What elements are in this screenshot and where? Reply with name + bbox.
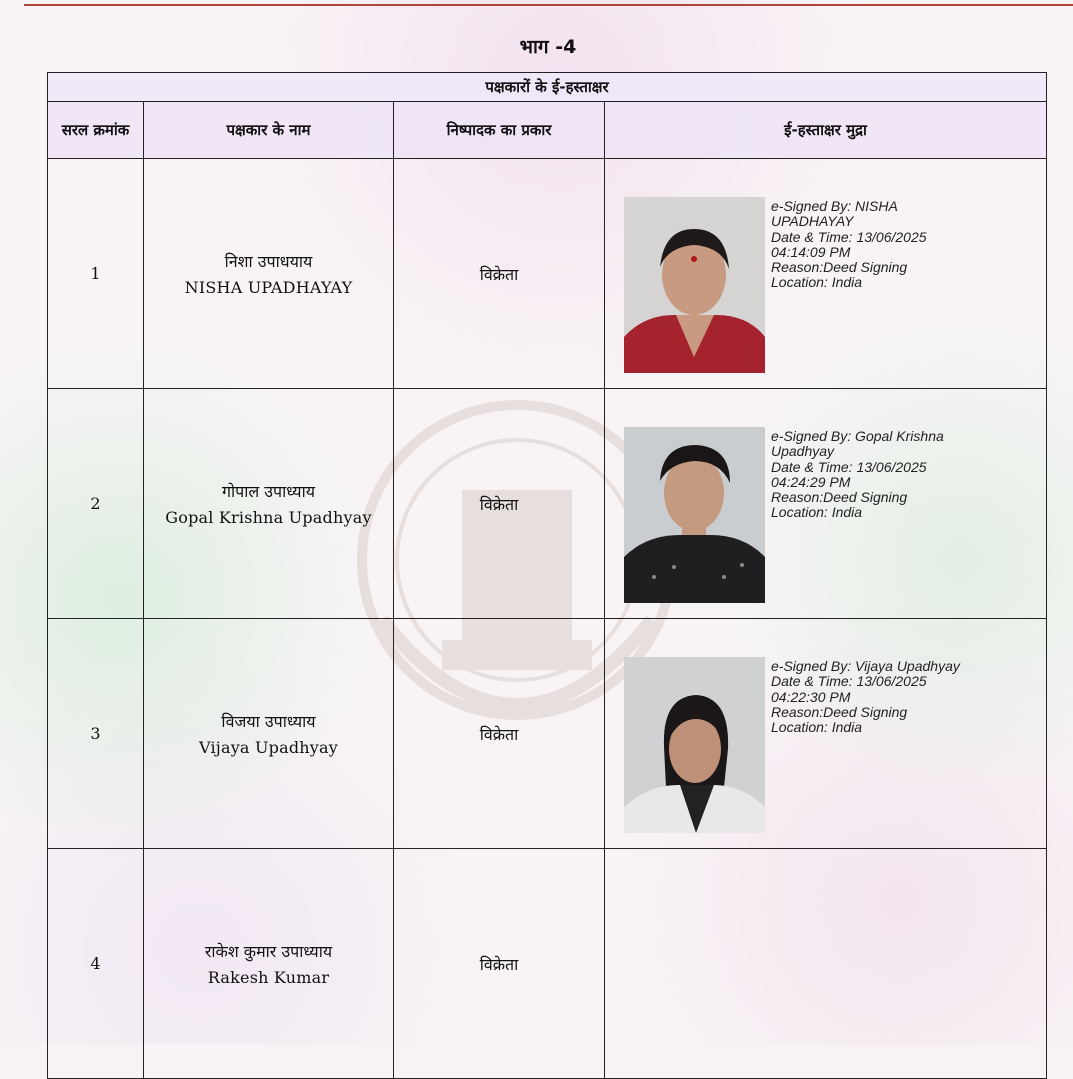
party-name-hindi: गोपाल उपाध्याय	[221, 482, 316, 501]
table-row	[48, 849, 1047, 1079]
header-party-name: पक्षकार के नाम	[144, 102, 394, 159]
party-name-hindi: राकेश कुमार उपाध्याय	[204, 942, 333, 961]
party-name-english: Gopal Krishna Upadhyay	[165, 508, 372, 527]
party-name-cell	[144, 619, 394, 849]
party-name-english: NISHA UPADHAYAY	[184, 278, 353, 297]
part-title: भाग -4	[519, 36, 577, 58]
esign-details	[771, 199, 981, 291]
esign-reason: Reason:Deed Signing	[771, 259, 908, 276]
esign-signed-by: e-Signed By: Vijaya Upadhyay	[771, 658, 960, 674]
esign-seal-cell	[605, 849, 1047, 1079]
serial-cell: 3	[48, 619, 144, 849]
header-executant-type: निष्पादक का प्रकार	[394, 102, 605, 159]
table-header-row	[48, 102, 1047, 159]
esign-signed-by: e-Signed By: Gopal Krishna Upadhyay	[771, 428, 944, 460]
esign-date-time: Date & Time: 13/06/2025 04:14:09 PM	[771, 228, 927, 260]
esign-location: Location: India	[771, 504, 863, 521]
party-name-english: Rakesh Kumar	[207, 968, 330, 987]
esign-signed-by: e-Signed By: NISHA UPADHAYAY	[771, 198, 898, 230]
party-esign-table	[47, 72, 1047, 1079]
esign-date-time: Date & Time: 13/06/2025 04:22:30 PM	[771, 673, 927, 705]
esign-seal-cell	[605, 389, 1047, 619]
executant-type-cell: विक्रेता	[394, 849, 605, 1079]
esign-reason: Reason:Deed Signing	[771, 489, 908, 506]
serial-cell: 1	[48, 159, 144, 389]
esign-date-time: Date & Time: 13/06/2025 04:24:29 PM	[771, 458, 927, 490]
party-name-hindi: निशा उपाधयाय	[224, 252, 313, 271]
party-name-hindi: विजया उपाध्याय	[221, 712, 316, 731]
table-row	[48, 619, 1047, 849]
party-name-cell	[144, 159, 394, 389]
table-row	[48, 159, 1047, 389]
table-caption-row	[48, 73, 1047, 102]
serial-cell: 2	[48, 389, 144, 619]
party-name-cell	[144, 849, 394, 1079]
esign-location: Location: India	[771, 274, 863, 291]
executant-type-cell: विक्रेता	[394, 619, 605, 849]
header-esign-seal: ई-हस्ताक्षर मुद्रा	[605, 102, 1047, 159]
esign-details	[771, 429, 981, 521]
esign-seal-cell	[605, 159, 1047, 389]
executant-type-cell: विक्रेता	[394, 159, 605, 389]
party-photo	[624, 427, 765, 603]
table-row	[48, 389, 1047, 619]
header-serial: सरल क्रमांक	[48, 102, 144, 159]
party-photo	[624, 657, 765, 833]
esign-reason: Reason:Deed Signing	[771, 703, 908, 720]
serial-cell: 4	[48, 849, 144, 1079]
esign-details	[771, 659, 981, 735]
party-photo	[624, 197, 765, 373]
top-rule-line	[24, 4, 1073, 6]
table-caption: पक्षकारों के ई-हस्ताक्षर	[48, 73, 1047, 102]
esign-seal-cell	[605, 619, 1047, 849]
party-name-cell	[144, 389, 394, 619]
esign-location: Location: India	[771, 719, 863, 736]
party-name-english: Vijaya Upadhyay	[199, 738, 338, 757]
executant-type-cell: विक्रेता	[394, 389, 605, 619]
